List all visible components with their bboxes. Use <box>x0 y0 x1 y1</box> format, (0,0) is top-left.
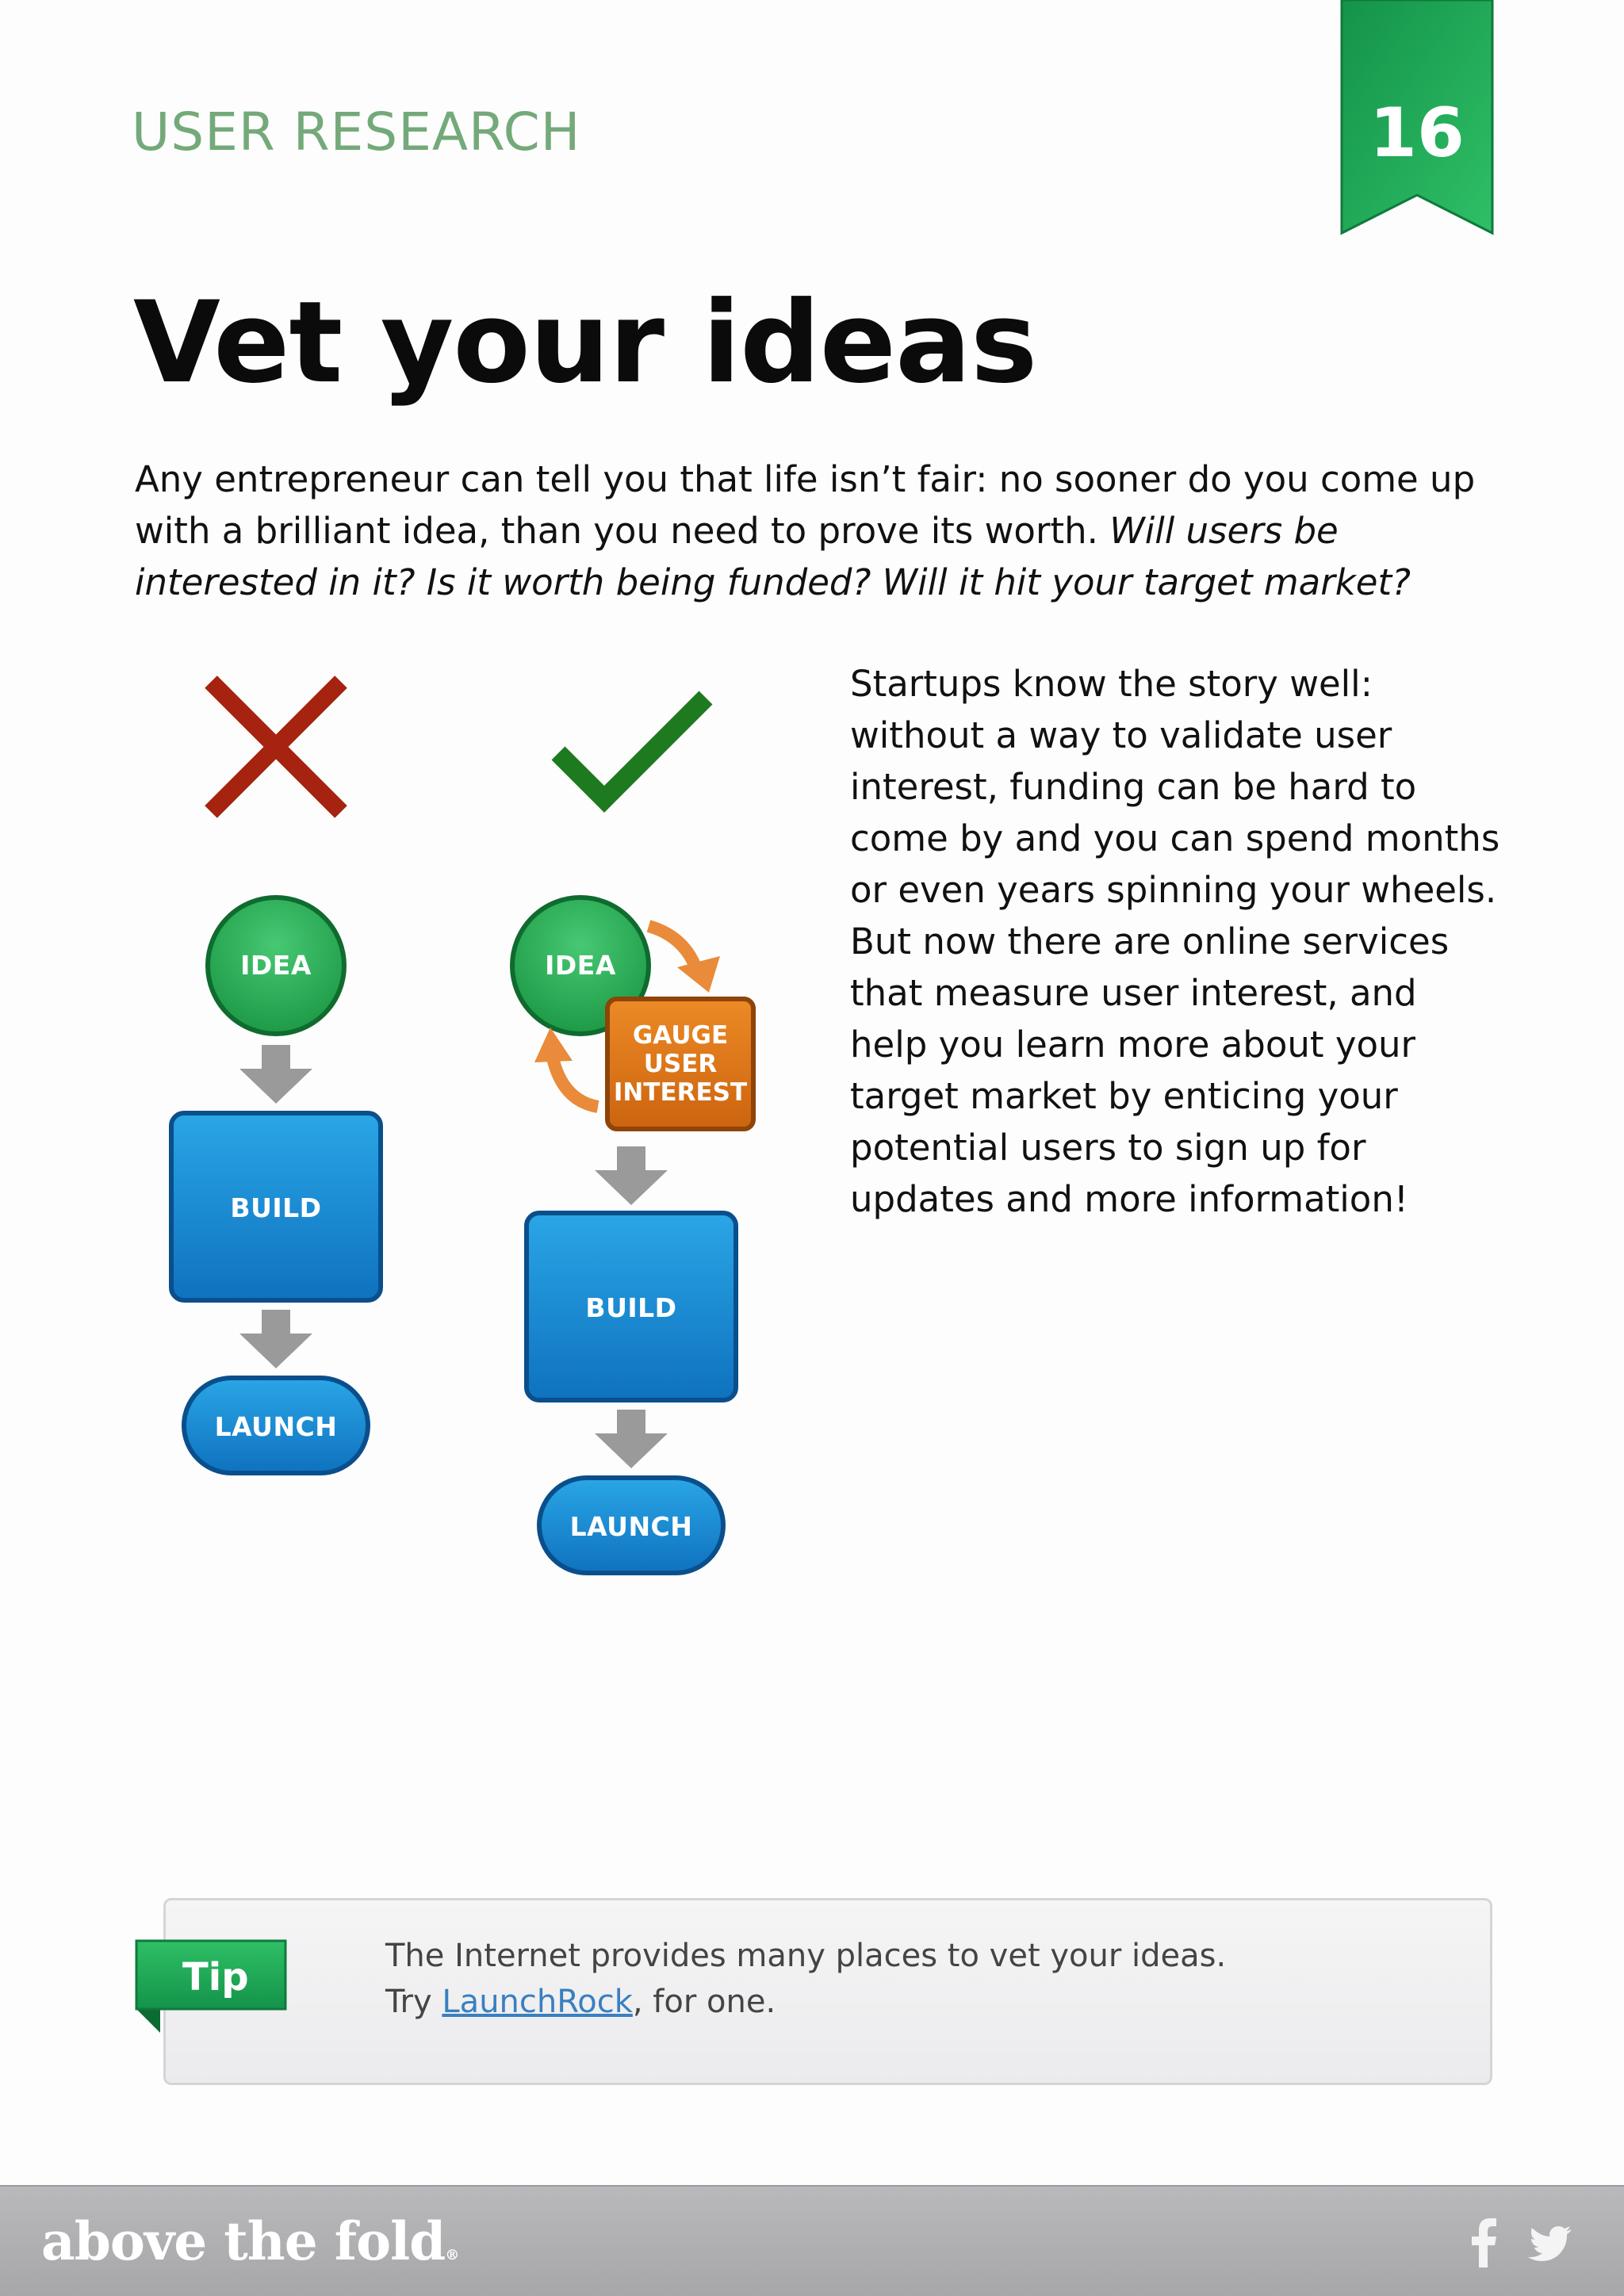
facebook-icon[interactable] <box>1469 2218 1497 2271</box>
tip-line-1: The Internet provides many places to vet your ideas. <box>385 1938 1227 1974</box>
cross-icon <box>211 682 341 812</box>
left-build-label: BUILD <box>230 1192 322 1223</box>
tip-line-2 <box>385 1979 1416 2025</box>
gauge-label-line-1: GAUGE <box>632 1021 729 1050</box>
gauge-label-line-2: USER <box>643 1050 718 1078</box>
right-build-label: BUILD <box>585 1292 677 1323</box>
footer-logo-text: above the fold <box>41 2210 446 2272</box>
intro-text: Any entrepreneur can tell you that life isn’t fair: no sooner do you come up with a brilliant idea, than you need to prove its worth. <box>135 458 1476 552</box>
tip-line-2-prefix: Try <box>385 1984 442 2020</box>
intro-questions: Will users be interested in it? Is it worth being funded? Will it hit your target market? <box>135 510 1411 603</box>
footer-logo <box>41 2210 458 2272</box>
right-launch-label: LAUNCH <box>569 1511 693 1542</box>
right-arrow-1 <box>595 1146 668 1205</box>
process-diagram <box>151 666 785 1601</box>
right-idea-label: IDEA <box>545 950 616 981</box>
left-arrow-2 <box>239 1310 312 1368</box>
footer-logo-mark: ® <box>445 2247 459 2263</box>
tip-label: Tip <box>182 1955 249 1999</box>
tip-tag <box>135 1939 287 2034</box>
loop-arrow-bottom <box>552 1054 598 1107</box>
check-icon <box>558 698 706 799</box>
left-arrow-1 <box>239 1045 312 1104</box>
gauge-label-line-3: INTEREST <box>613 1078 748 1107</box>
left-idea-label: IDEA <box>240 950 312 981</box>
twitter-icon[interactable] <box>1526 2225 1573 2267</box>
section-label: USER RESEARCH <box>132 101 581 163</box>
page-title: Vet your ideas <box>133 277 1037 408</box>
intro-paragraph <box>135 453 1499 608</box>
right-arrow-2 <box>595 1410 668 1468</box>
launchrock-link[interactable]: LaunchRock <box>442 1984 633 2020</box>
tip-line-2-suffix: , for one. <box>632 1984 776 2020</box>
gauge-label <box>607 1021 753 1107</box>
tip-text <box>385 1933 1416 2025</box>
left-launch-label: LAUNCH <box>214 1411 338 1442</box>
side-paragraph: Startups know the story well: without a way to validate user interest, funding can be hard to come by and you can spend months or even years spinning your wheels. But now there are online services that measure user interest, and help you learn more about your target market by enticing your potential users to sign up for updates and more information! <box>850 663 1500 1220</box>
footer-bar <box>0 2185 1624 2296</box>
page-number: 16 <box>1369 94 1465 173</box>
page-number-ribbon <box>1340 0 1494 238</box>
